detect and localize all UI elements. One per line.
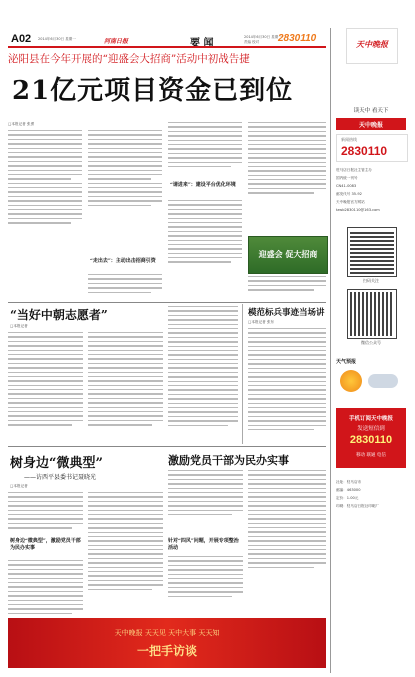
bottom-subline: ——访西平县委书记聂晓光 — [24, 474, 97, 481]
hotline-box — [336, 134, 408, 162]
sidebar-foot — [336, 478, 406, 510]
hotline-number: 2830110 — [341, 144, 388, 158]
info-line: tzwb2830110@163.com — [336, 208, 380, 212]
sidebar-logo-banner — [336, 118, 406, 130]
page-meta: 2014年6月30日 星期一 — [38, 37, 76, 41]
footer-ad — [8, 618, 326, 668]
foot-line: 邮编：463000 — [336, 488, 361, 492]
ad-line-1: 手机订阅天中晚报 — [348, 416, 393, 422]
bottom-sub1: 树身边“微典型”，激励党员干部为民办实事 — [10, 538, 81, 551]
header-phone: 2830110 — [278, 33, 317, 44]
subhead-bring-in: “请进来”：建设平台优化环境 — [170, 182, 236, 188]
lead-byline: □本报记者 张勇 — [8, 122, 35, 126]
bottom-byline: □本报记者 — [10, 484, 28, 488]
qr-code-2 — [348, 290, 396, 338]
footer-ad-line2: 一把手访谈 — [136, 644, 197, 658]
foot-line: 定价：1.00元 — [336, 496, 359, 500]
weather-icon — [340, 370, 362, 392]
ad-number: 2830110 — [349, 434, 393, 446]
right-mid-byline: □本报记者 张东 — [248, 320, 275, 324]
header-date: 2014年6月30日 星期一 — [244, 35, 282, 39]
lead-body — [8, 122, 326, 300]
page-code: A02 — [11, 33, 32, 45]
sidebar-banner-name: 天中晚报 — [358, 122, 383, 129]
bottom-headline: 树身边“微典型” — [10, 456, 103, 471]
info-line: 邮发代号 35-92 — [336, 192, 362, 196]
footer-ad-line1: 天中晚报 天天见 天中大事 天天知 — [114, 629, 220, 637]
qr-code-1 — [348, 228, 396, 276]
bottom-mid-sub1: 针对“四风”问题，开展专项整治活动 — [168, 538, 239, 551]
sidebar-info — [336, 166, 406, 214]
qr-label-2: 微信公众号 — [361, 340, 381, 345]
section-title: 要 闻 — [190, 38, 214, 49]
sidebar-ad — [336, 408, 406, 468]
subhead-go-out: “走出去”：主动出击招商引资 — [90, 258, 156, 264]
info-line: 国内统一刊号 — [336, 176, 358, 180]
paper-logo: 河南日报 — [104, 38, 129, 45]
header-editor: 责编 校对 — [244, 40, 260, 44]
sidebar-logo-box — [346, 28, 398, 64]
weather-title: 天气预报 — [336, 359, 357, 365]
qr-label-1: 扫码关注 — [363, 278, 379, 283]
cloud-icon — [368, 374, 398, 388]
lead-kicker: 泌阳县在今年开展的“迎盛会大招商”活动中初战告捷 — [8, 53, 250, 65]
foot-line: 印刷：驻马店日报社印刷厂 — [336, 504, 380, 508]
ad-line-2: 发送短信到 — [357, 426, 385, 432]
middle-heading: “当好中朝志愿者” — [10, 308, 108, 322]
ad-line-3: 移动 联通 电信 — [356, 453, 386, 458]
lead-banner — [248, 236, 328, 274]
hotline-label: 新闻热线 — [341, 137, 357, 142]
lead-headline: 21亿元项目资金已到位 — [12, 76, 294, 106]
info-line: CN41-0083 — [336, 184, 357, 188]
sidebar-logo: 天中晚报 — [356, 39, 388, 49]
info-line: 天中晚报官方网站 — [336, 200, 365, 204]
banner-text: 迎盛会 促大招商 — [258, 249, 318, 259]
sidebar-top-label: 读天中 看天下 — [353, 108, 389, 114]
info-line: 驻马店日报社主管主办 — [336, 168, 372, 172]
middle-byline: □本报记者 — [10, 324, 28, 328]
sidebar — [332, 28, 410, 673]
foot-line: 社址：驻马店市 — [336, 480, 362, 484]
right-mid-heading: 模范标兵事迹当场讲 — [248, 308, 325, 318]
bottom-mid-headline: 激励党员干部为民办实事 — [168, 454, 289, 467]
